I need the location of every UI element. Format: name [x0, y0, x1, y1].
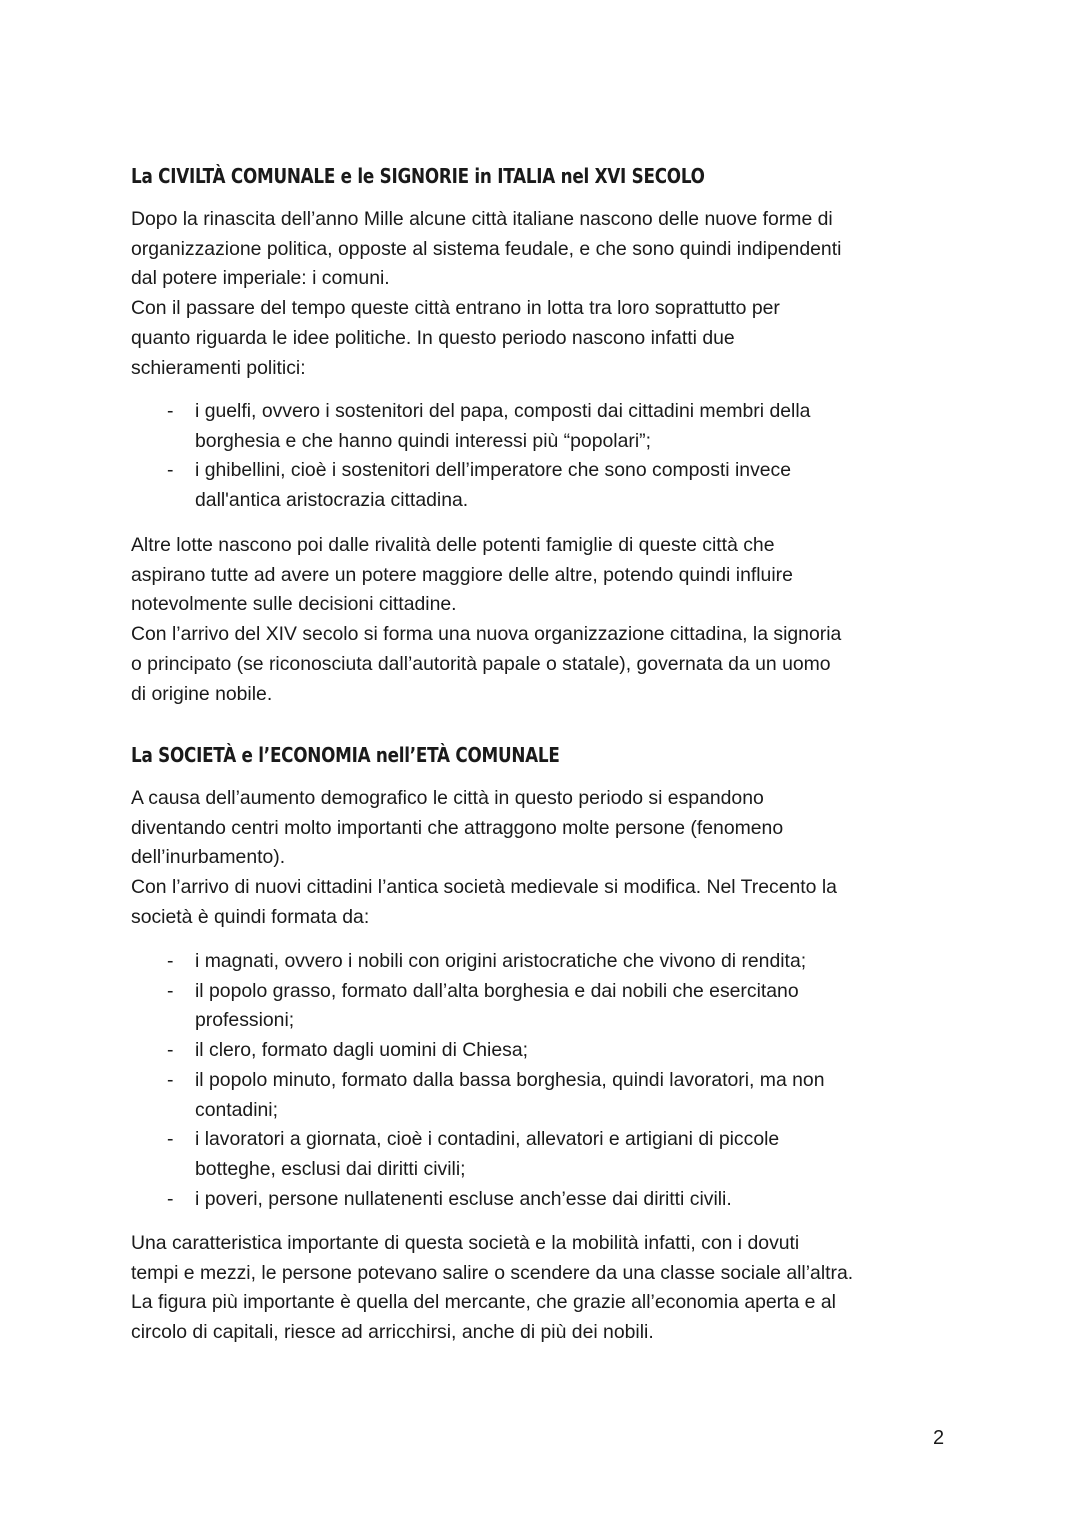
text-line: notevolmente sulle decisioni cittadine. — [131, 593, 457, 616]
text-line: tempi e mezzi, le persone potevano salire o scendere da una classe sociale all’altra. — [131, 1261, 854, 1284]
paragraph — [131, 531, 971, 709]
section-heading: La CIVILTÀ COMUNALE e le SIGNORIE in ITALIA nel XVI SECOLO — [131, 164, 705, 188]
text-line: quanto riguarda le idee politiche. In questo periodo nascono infatti due — [131, 326, 735, 349]
text-line: di origine nobile. — [131, 682, 273, 705]
list-item — [131, 1185, 971, 1215]
list-item-text: il popolo minuto, formato dalla bassa borghesia, quindi lavoratori, ma non — [195, 1068, 825, 1091]
text-line: schieramenti politici: — [131, 356, 306, 379]
bullet-list — [131, 947, 971, 1214]
bullet-dash: - — [167, 400, 174, 422]
list-item — [131, 1036, 971, 1066]
list-item-text: il clero, formato dagli uomini di Chiesa; — [195, 1039, 529, 1062]
list-item — [131, 456, 971, 515]
text-line: dell’inurbamento). — [131, 846, 286, 869]
list-item — [131, 977, 971, 1036]
list-item-text: borghesia e che hanno quindi interessi più “popolari”; — [195, 429, 651, 452]
list-item-text: contadini; — [195, 1098, 279, 1121]
bullet-dash: - — [167, 1187, 174, 1210]
text-line: La figura più importante è quella del mercante, che grazie all’economia aperta e al — [131, 1291, 836, 1314]
paragraph — [131, 205, 971, 383]
paragraph — [131, 784, 971, 933]
text-line: dal potere imperiale: i comuni. — [131, 267, 390, 290]
list-item-text: i magnati, ovvero i nobili con origini aristocratiche che vivono di rendita; — [195, 950, 807, 972]
list-item-text: dall'antica aristocrazia cittadina. — [195, 489, 469, 512]
list-item — [131, 947, 971, 977]
list-item — [131, 1125, 971, 1184]
page-number: 2 — [933, 1427, 945, 1449]
list-item — [131, 1066, 971, 1125]
bullet-dash: - — [167, 1039, 174, 1062]
bullet-list — [131, 397, 971, 516]
text-line: Con il passare del tempo queste città entrano in lotta tra loro soprattutto per — [131, 297, 780, 320]
text-line: Una caratteristica importante di questa società e la mobilità infatti, con i dovuti — [131, 1232, 800, 1254]
text-line: organizzazione politica, opposte al sistema feudale, e che sono quindi indipendenti — [131, 237, 842, 260]
text-line: Con l’arrivo del XIV secolo si forma una nuova organizzazione cittadina, la signoria — [131, 623, 842, 646]
text-line: società è quindi formata da: — [131, 905, 370, 928]
list-item — [131, 397, 971, 456]
text-line: o principato (se riconosciuta dall’autorità papale o statale), governata da un uomo — [131, 652, 831, 675]
bullet-dash: - — [167, 979, 174, 1002]
bullet-dash: - — [167, 950, 174, 972]
list-item-text: il popolo grasso, formato dall’alta borghesia e dai nobili che esercitano — [195, 979, 799, 1002]
text-line: Con l’arrivo di nuovi cittadini l’antica società medievale si modifica. Nel Trecento la — [131, 876, 837, 899]
text-line: Altre lotte nascono poi dalle rivalità delle potenti famiglie di queste città che — [131, 534, 775, 556]
list-item-text: i guelfi, ovvero i sostenitori del papa, composti dai cittadini membri della — [195, 400, 811, 422]
bullet-dash: - — [167, 459, 174, 482]
list-item-text: botteghe, esclusi dai diritti civili; — [195, 1157, 466, 1180]
list-item-text: i lavoratori a giornata, cioè i contadini, allevatori e artigiani di piccole — [195, 1128, 780, 1151]
text-line: A causa dell’aumento demografico le città in questo periodo si espandono — [131, 787, 764, 809]
list-item-text: i poveri, persone nullatenenti escluse anch’esse dai diritti civili. — [195, 1187, 732, 1210]
bullet-dash: - — [167, 1128, 174, 1151]
text-line: diventando centri molto importanti che attraggono molte persone (fenomeno — [131, 816, 784, 839]
list-item-text: professioni; — [195, 1009, 295, 1032]
paragraph — [131, 1229, 971, 1348]
text-line: Dopo la rinascita dell’anno Mille alcune città italiane nascono delle nuove forme di — [131, 208, 833, 230]
section-heading: La SOCIETÀ e l’ECONOMIA nell’ETÀ COMUNALE — [131, 743, 560, 767]
text-line: aspirano tutte ad avere un potere maggiore delle altre, potendo quindi influire — [131, 563, 793, 586]
bullet-dash: - — [167, 1068, 174, 1091]
text-line: circolo di capitali, riesce ad arricchirsi, anche di più dei nobili. — [131, 1321, 654, 1344]
list-item-text: i ghibellini, cioè i sostenitori dell’imperatore che sono composti invece — [195, 459, 792, 482]
